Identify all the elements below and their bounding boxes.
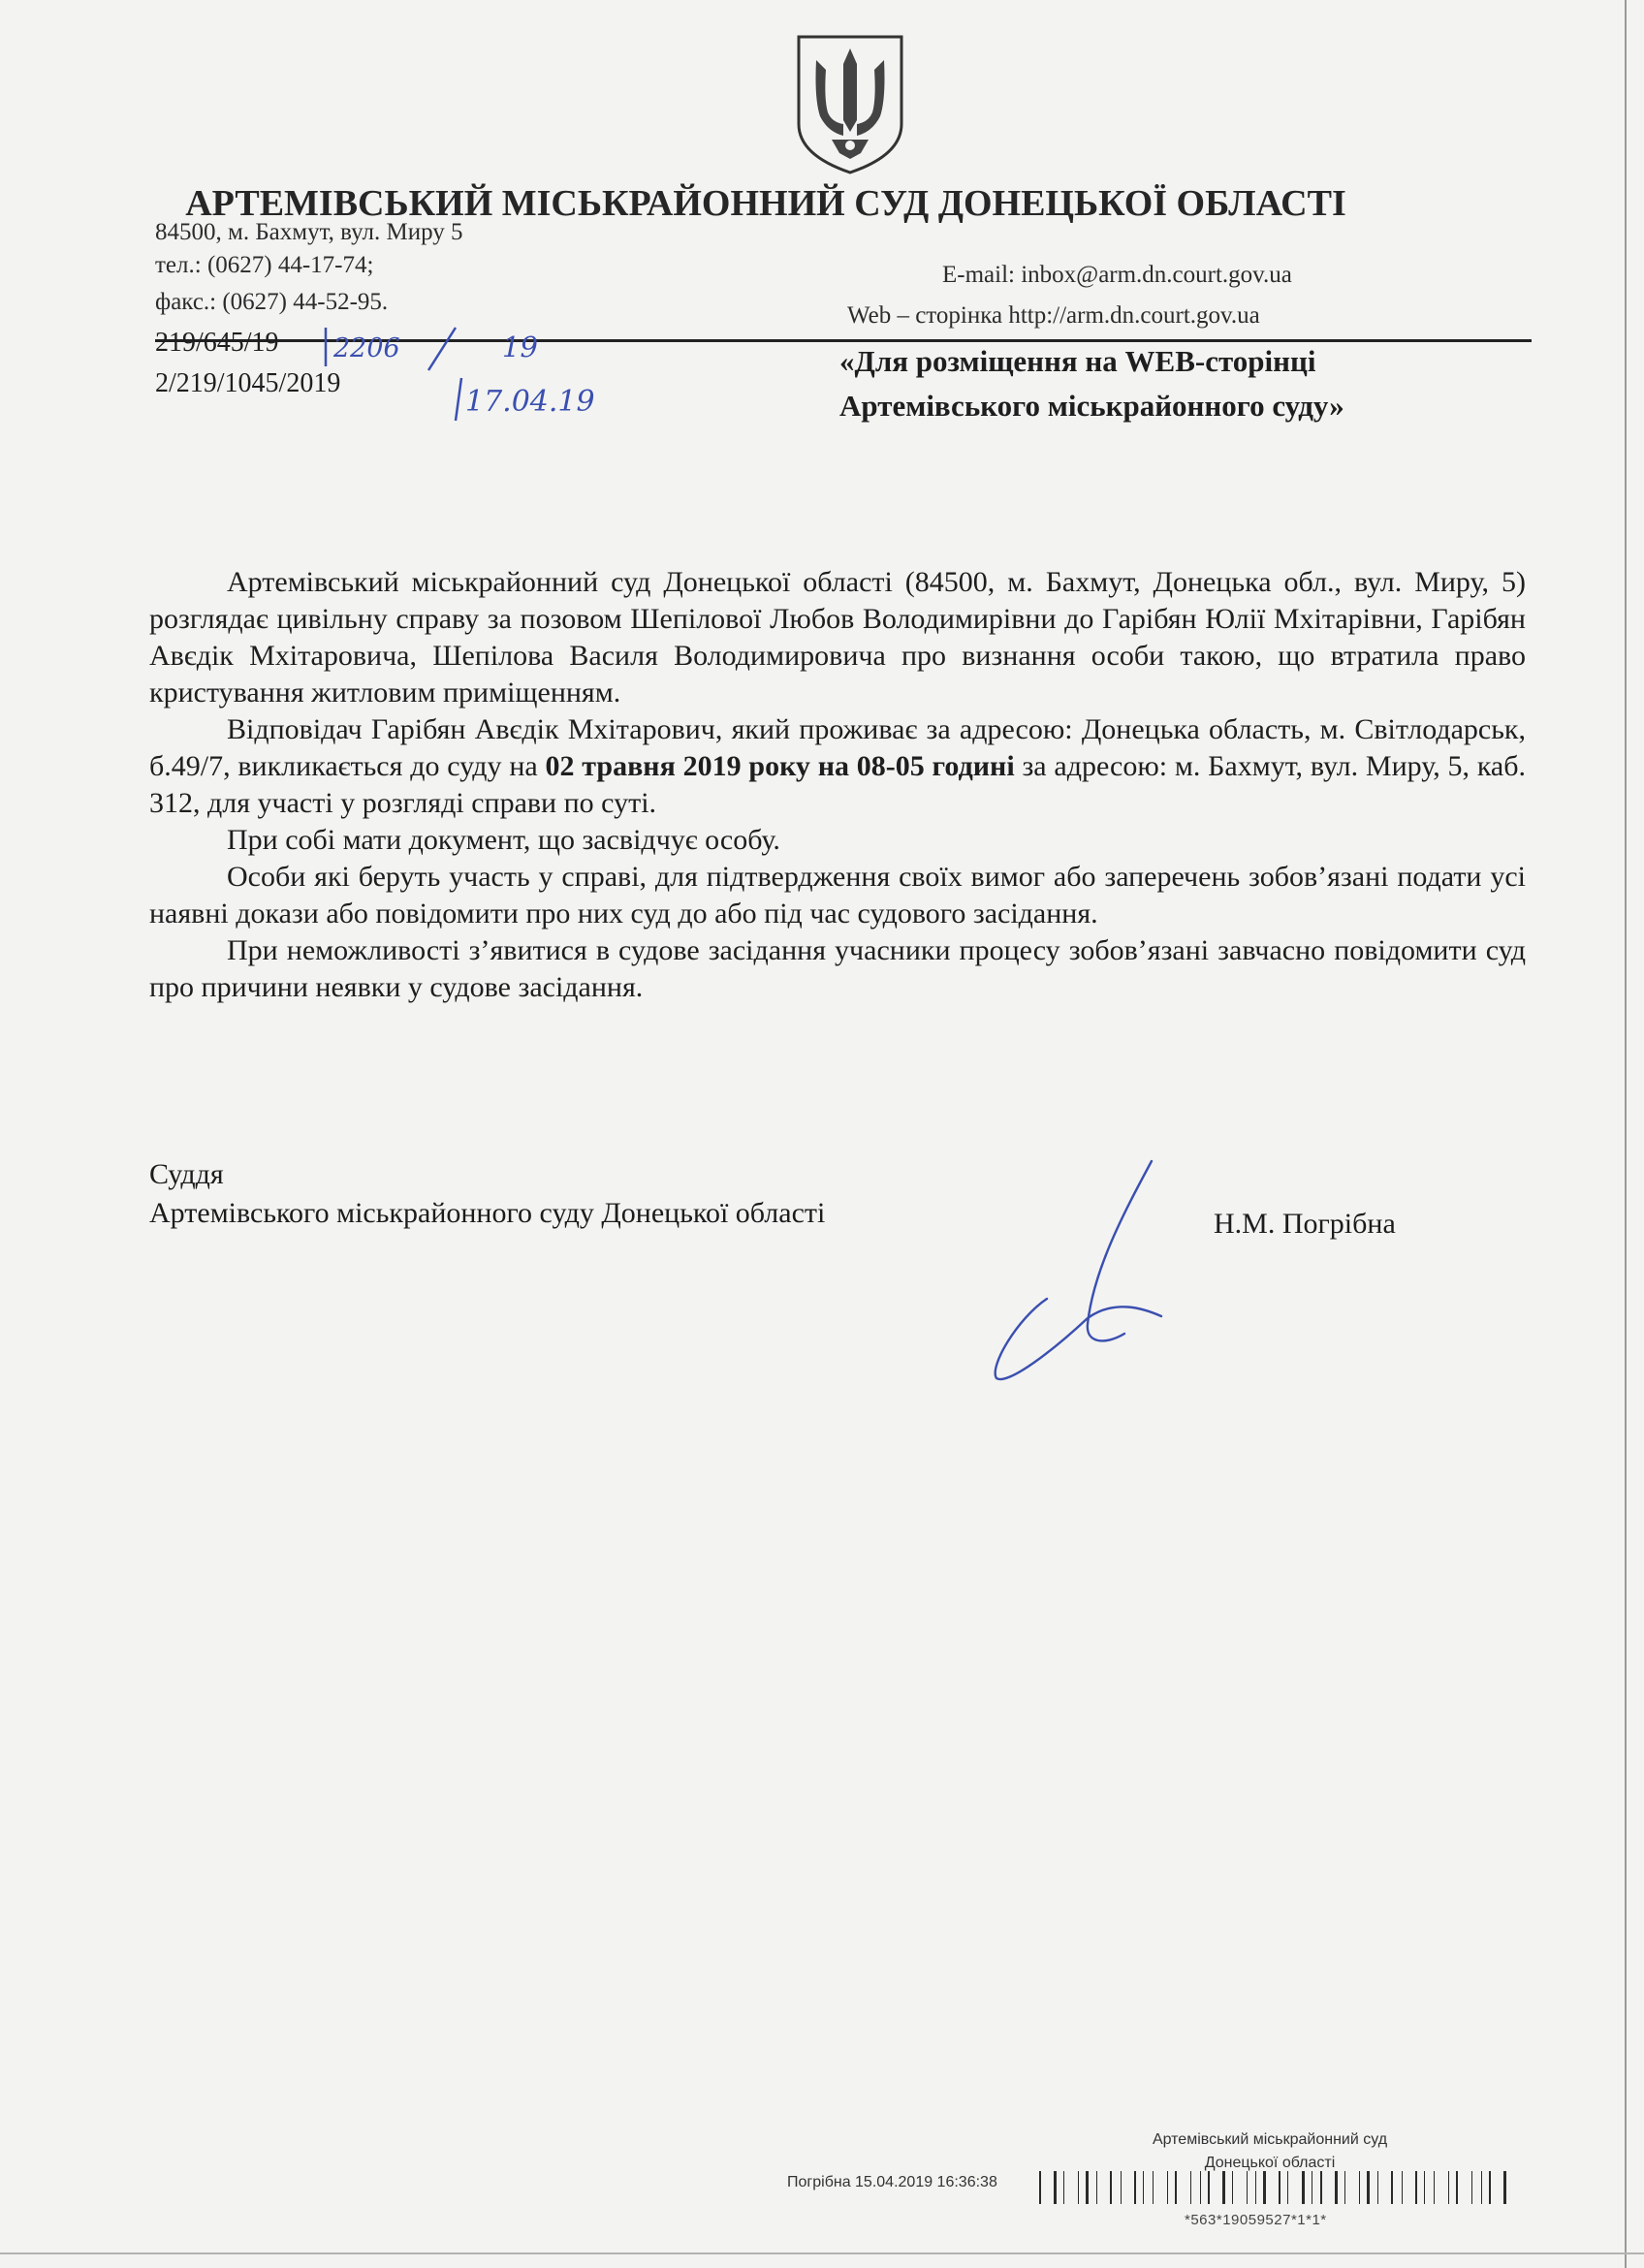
barcode-code: *563*19059527*1*1*	[1185, 2212, 1327, 2228]
stamp-court-line-2: Донецької області	[1204, 2155, 1336, 2171]
paragraph-absence: При неможливості з’явитися в судове засідання учасники процесу зобов’язані завчасно повідомити суд про причини неявки у судове засідання.	[149, 934, 1526, 1003]
court-website: Web – сторінка http://arm.dn.court.gov.ua	[847, 302, 1260, 329]
barcode-icon	[1039, 2171, 1514, 2204]
court-email: E-mail: inbox@arm.dn.court.gov.ua	[942, 262, 1292, 288]
proceeding-number: 2/219/1045/2019	[155, 368, 341, 398]
judge-name: Н.М. Погрібна	[1214, 1208, 1396, 1240]
web-note-line-2: Артемівського міськрайонного суду»	[839, 389, 1344, 423]
svg-text:17.04.19: 17.04.19	[465, 385, 595, 419]
paragraph-summons	[149, 711, 1526, 822]
notice-body	[149, 564, 1526, 1006]
web-publication-note	[839, 339, 1537, 428]
svg-text:19: 19	[502, 331, 538, 363]
scan-edge-bottom	[0, 2252, 1644, 2254]
summons-text-a: Відповідач Гарібян Авєдік Мхітарович, який проживає за адресою: Донецька область, м. Світлодарськ, б.49/7, викликається до суду на	[149, 713, 1526, 782]
signatory-role: Суддя	[149, 1158, 224, 1190]
summons-text-b: за адресою: м. Бахмут, вул. Миру, 5, каб. 312, для участі у розгляді справи по суті.	[149, 750, 1527, 819]
svg-text:2206: 2206	[333, 333, 400, 363]
handwritten-signature	[979, 1153, 1173, 1386]
coat-of-arms-icon	[793, 31, 907, 176]
court-name-heading: АРТЕМІВСЬКИЙ МІСЬКРАЙОННИЙ СУД ДОНЕЦЬКОЇ ОБЛАСТІ	[185, 183, 1346, 224]
court-address: 84500, м. Бахмут, вул. Миру 5	[155, 219, 463, 245]
stamp-court-line-1: Артемівський міськрайонний суд	[1152, 2131, 1388, 2148]
stamp-signer-timestamp: Погрібна 15.04.2019 16:36:38	[787, 2174, 997, 2190]
paragraph-case: Артемівський міськрайонний суд Донецької області (84500, м. Бахмут, Донецька обл., вул. Миру, 5) розглядає цивільну справу за позовом Шепілової Любов Володимирівни до Гарібян Юлії Мхітарівни, Гарібян Авєдік Мхітаровича, Шепілова Василя Володимировича про визнання особи такою, що втратила право кристування житловим приміщенням.	[149, 566, 1526, 709]
court-fax: факс.: (0627) 44-52-95.	[155, 289, 389, 315]
paragraph-evidence: Особи які беруть участь у справі, для підтвердження своїх вимог або заперечень зобов’язані подати усі наявні докази або повідомити про них суд до або під час судового засідання.	[149, 861, 1526, 929]
handwritten-registration-mark	[320, 324, 630, 430]
signatory-title	[149, 1155, 825, 1233]
case-number: 219/645/19	[155, 328, 279, 358]
electronic-stamp-court	[1124, 2128, 1415, 2175]
web-note-line-1: «Для розміщення на WEB-сторінці	[839, 344, 1316, 378]
hearing-datetime: 02 травня 2019 року на 08-05 годині	[545, 750, 1015, 782]
scan-edge-right	[1625, 0, 1627, 2268]
paragraph-id-document: При собі мати документ, що засвідчує особу.	[227, 824, 780, 856]
signatory-court: Артемівського міськрайонного суду Донецької області	[149, 1197, 826, 1229]
court-phone: тел.: (0627) 44-17-74;	[155, 252, 374, 278]
